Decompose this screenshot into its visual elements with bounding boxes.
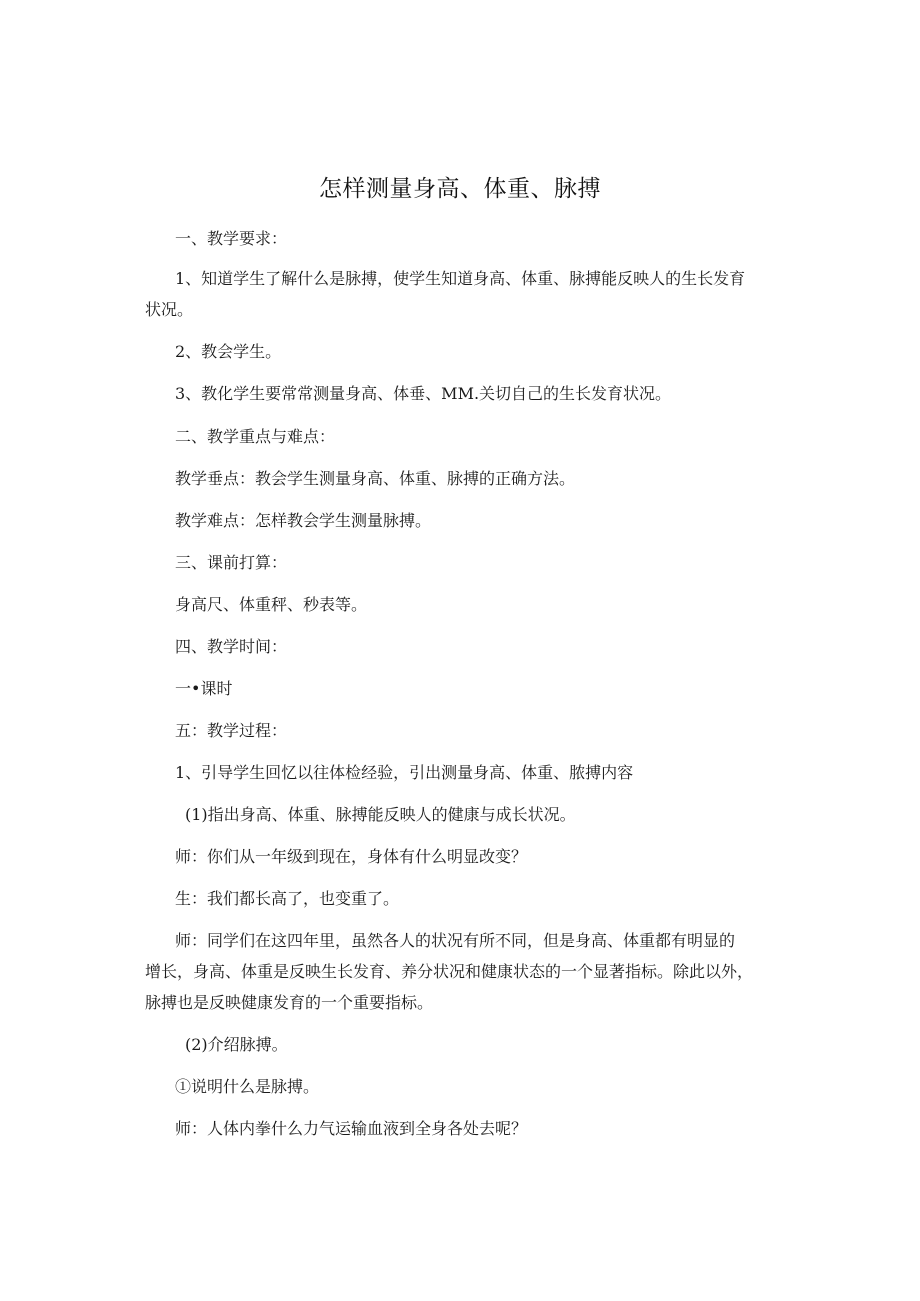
paragraph-line: ①说明什么是脉搏。 (175, 1077, 320, 1096)
paragraph-line: 教学难点：怎样教会学生测量脉搏。 (175, 511, 432, 530)
paragraph-line: 2、教会学生。 (175, 342, 282, 361)
section-heading-time: 四、教学时间： (175, 637, 288, 656)
document-title: 怎样测量身高、体重、脉搏 (319, 176, 601, 202)
paragraph-line: 1、引导学生回忆以往体检经验，引出测量身高、体重、脓搏内容 (175, 763, 634, 782)
paragraph-line: 师：你们从一年级到现在，身体有什么明显改变？ (175, 847, 528, 866)
paragraph-line: 脉搏也是反映健康发育的一个重要指标。 (145, 993, 434, 1012)
paragraph-line: 师：人体内拳什么力气运输血液到全身各处去呢？ (175, 1119, 528, 1138)
paragraph-line: 一•课时 (175, 679, 233, 698)
paragraph-line: 生：我们都长高了，也变重了。 (175, 889, 400, 908)
paragraph-line: (1)指出身高、体重、脉搏能反映人的健康与成长状况。 (185, 805, 576, 824)
paragraph-line: 3、教化学生要常常测量身高、体垂、MM.关切自己的生长发育状况。 (175, 384, 672, 403)
section-heading-preparation: 三、课前打算： (175, 553, 288, 572)
section-heading-requirements: 一、教学要求： (175, 229, 288, 248)
section-heading-process: 五：教学过程： (175, 721, 288, 740)
paragraph-line: 师：同学们在这四年里，虽然各人的状况有所不同，但是身高、体重都有明显的 (175, 931, 736, 950)
paragraph-line: 增长，身高、体重是反映生长发育、养分状况和健康状态的一个显著指标。除此以外， (145, 962, 754, 981)
paragraph-line: 教学垂点：教会学生测量身高、体重、脉搏的正确方法。 (175, 469, 576, 488)
paragraph-line: (2)介绍脉搏。 (185, 1035, 288, 1054)
paragraph-line: 身高尺、体重秤、秒表等。 (175, 595, 368, 614)
paragraph-line: 状况。 (145, 300, 194, 319)
section-heading-key-points: 二、教学重点与难点： (175, 427, 336, 446)
paragraph-line: 1、知道学生了解什么是脉搏，使学生知道身高、体重、脉搏能反映人的生长发育 (175, 269, 746, 288)
